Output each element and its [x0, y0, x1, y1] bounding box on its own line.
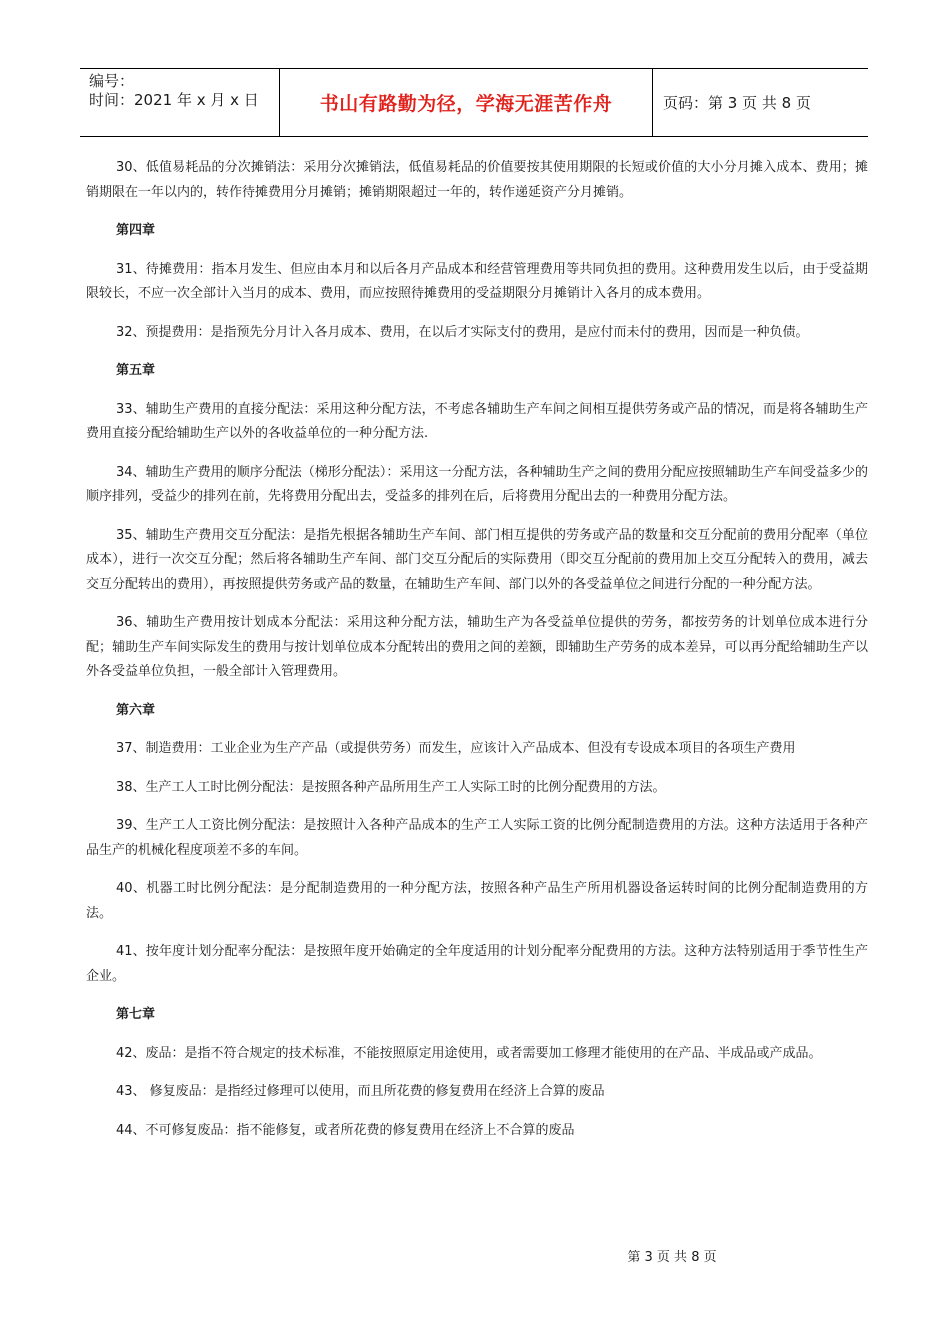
- definition-paragraph: 34、辅助生产费用的顺序分配法（梯形分配法）：采用这一分配方法，各种辅助生产之间的费用分配应按照辅助生产车间受益多少的顺序排列，受益少的排列在前，先将费用分配出去，受益多的排列在后，后将费用分配出去的一种费用分配方法。: [86, 464, 868, 504]
- chapter-heading: 第六章: [116, 702, 156, 718]
- document-number-label: 编号：: [89, 72, 135, 90]
- definition-paragraph: 44、不可修复废品：指不能修复，或者所花费的修复费用在经济上不合算的废品: [116, 1122, 575, 1138]
- footer-page-number: 第 3 页 共 8 页: [627, 1250, 717, 1265]
- definition-paragraph: 32、预提费用：是指预先分月计入各月成本、费用，在以后才实际支付的费用，是应付而未付的费用，因而是一种负债。: [116, 324, 809, 340]
- definition-paragraph: 33、辅助生产费用的直接分配法：采用这种分配方法，不考虑各辅助生产车间之间相互提供劳务或产品的情况，而是将各辅助生产费用直接分配给辅助生产以外的各收益单位的一种分配方法.: [86, 401, 868, 441]
- document-body: [86, 156, 868, 1157]
- definition-paragraph: 39、生产工人工资比例分配法：是按照计入各种产品成本的生产工人实际工资的比例分配制造费用的方法。这种方法适用于各种产品生产的机械化程度项差不多的车间。: [86, 818, 868, 858]
- definition-paragraph: 41、按年度计划分配率分配法：是按照年度开始确定的全年度适用的计划分配率分配费用的方法。这种方法特别适用于季节性生产企业。: [86, 944, 868, 984]
- page-header: [80, 68, 868, 137]
- definition-paragraph: 43、 修复废品：是指经过修理可以使用，而且所花费的修复费用在经济上合算的废品: [116, 1084, 605, 1099]
- header-meta: [80, 69, 280, 136]
- definition-paragraph: 31、待摊费用：指本月发生、但应由本月和以后各月产品成本和经营管理费用等共同负担的费用。这种费用发生以后，由于受益期限较长，不应一次全部计入当月的成本、费用，而应按照待摊费用的受益期限分月摊销计入各月的成本费用。: [86, 261, 868, 301]
- definition-paragraph: 35、辅助生产费用交互分配法：是指先根据各辅助生产车间、部门相互提供的劳务或产品的数量和交互分配前的费用分配率（单位成本），进行一次交互分配；然后将各辅助生产车间、部门交互分配后的实际费用（即交互分配前的费用加上交互分配转入的费用，减去交互分配转出的费用），再按照提供劳务或产品的数量，在辅助生产车间、部门以外的各受益单位之间进行分配的一种分配方法。: [86, 527, 868, 592]
- chapter-heading: 第七章: [116, 1007, 156, 1022]
- header-motto: 书山有路勤为径，学海无涯苦作舟: [280, 69, 653, 136]
- definition-paragraph: 38、生产工人工时比例分配法：是按照各种产品所用生产工人实际工时的比例分配费用的方法。: [116, 779, 666, 795]
- definition-paragraph: 40、机器工时比例分配法：是分配制造费用的一种分配方法，按照各种产品生产所用机器设备运转时间的比例分配制造费用的方法。: [86, 881, 868, 921]
- definition-paragraph: 30、低值易耗品的分次摊销法：采用分次摊销法，低值易耗品的价值要按其使用期限的长短或价值的大小分月摊入成本、费用；摊销期限在一年以内的，转作待摊费用分月摊销；摊销期限超过一年的，转作递延资产分月摊销。: [86, 160, 868, 200]
- definition-paragraph: 42、废品：是指不符合规定的技术标准，不能按照原定用途使用，或者需要加工修理才能使用的在产品、半成品或产成品。: [116, 1045, 822, 1061]
- definition-paragraph: 37、制造费用：工业企业为生产产品（或提供劳务）而发生，应该计入产品成本、但没有专设成本项目的各项生产费用: [116, 741, 796, 756]
- definition-paragraph: 36、辅助生产费用按计划成本分配法：采用这种分配方法，辅助生产为各受益单位提供的劳务，都按劳务的计划单位成本进行分配；辅助生产车间实际发生的费用与按计划单位成本分配转出的费用之间的差额，即辅助生产劳务的成本差异，可以再分配给辅助生产以外各受益单位负担，一般全部计入管理费用。: [86, 615, 868, 679]
- header-page-info: 页码：第 3 页 共 8 页: [663, 94, 811, 112]
- chapter-heading: 第五章: [116, 363, 156, 378]
- chapter-heading: 第四章: [116, 223, 156, 238]
- document-date-label: 时间：2021 年 x 月 x 日: [89, 91, 259, 109]
- page-footer: [0, 1246, 950, 1265]
